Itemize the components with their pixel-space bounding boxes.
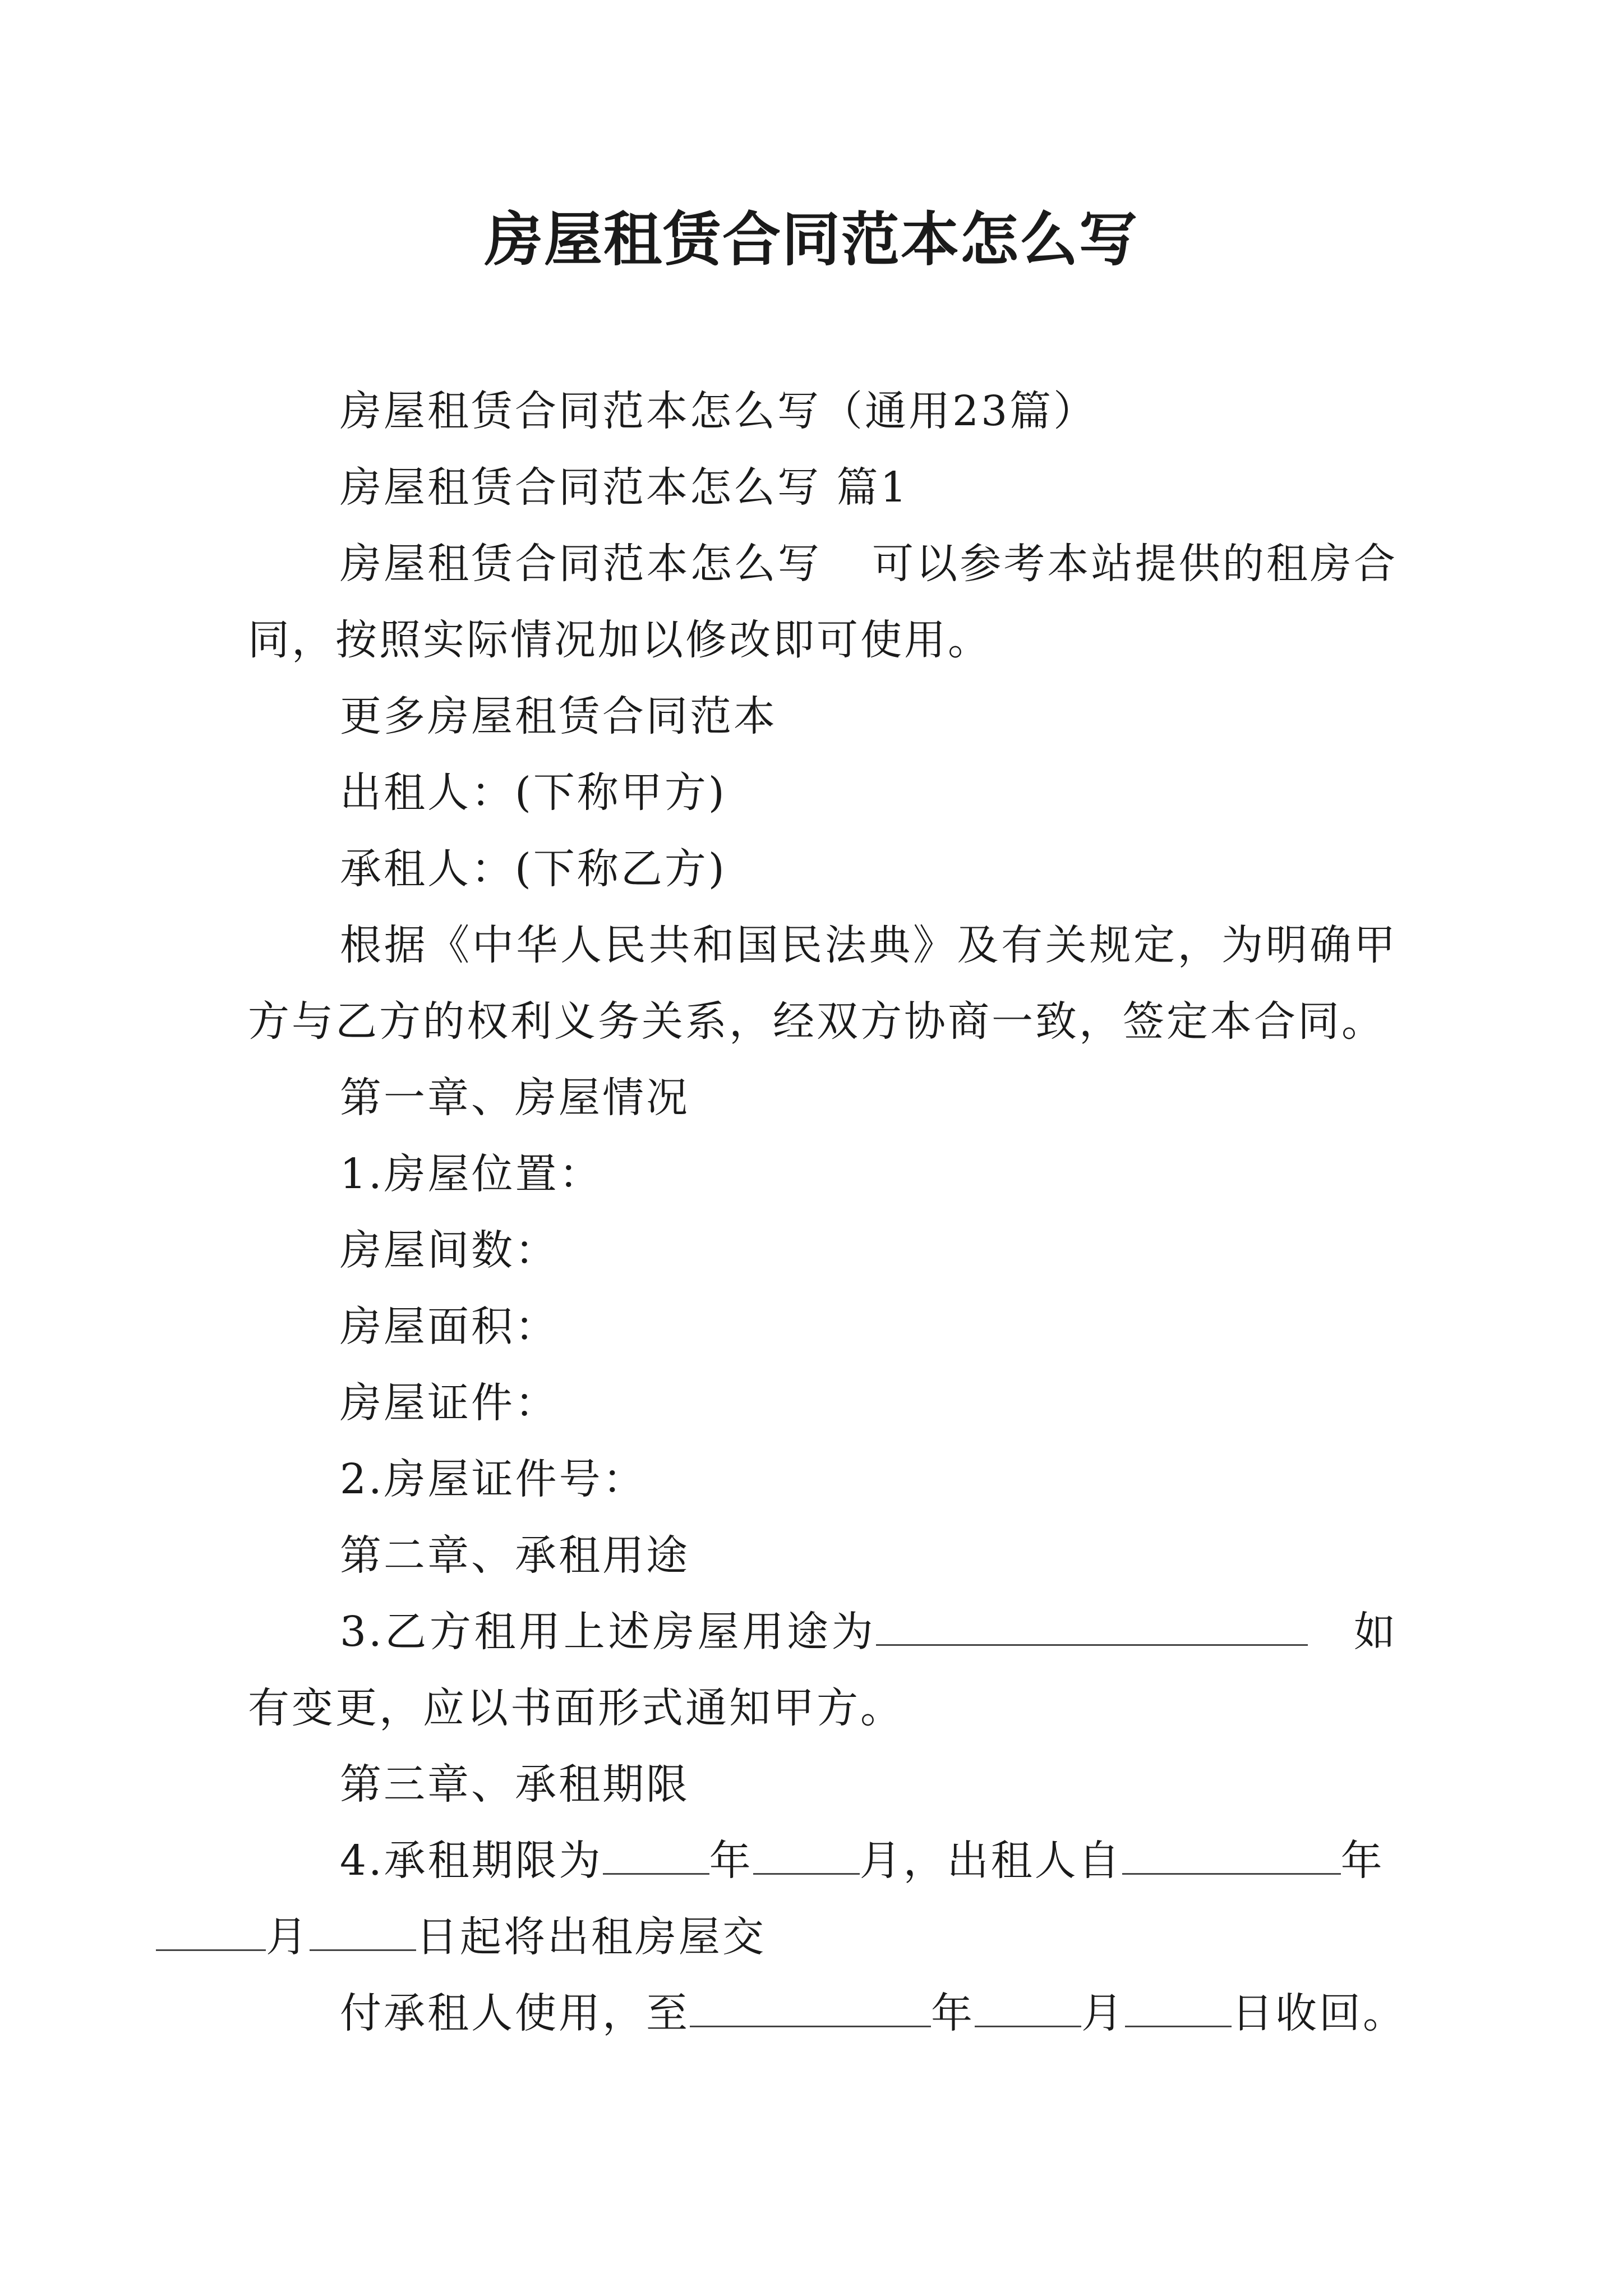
paragraph-lease-term — [248, 1823, 1398, 1975]
term-months-blank — [753, 1838, 860, 1875]
document-title: 房屋租赁合同范本怎么写 — [484, 205, 1138, 274]
paragraph-chapter-one: 第一章、房屋情况 — [340, 1074, 690, 1122]
paragraph-usage — [248, 1594, 1398, 1746]
term-years-blank — [603, 1838, 709, 1875]
handover-text: 日起将出租房屋交 — [416, 1913, 766, 1961]
paragraph-subtitle: 房屋租赁合同范本怎么写（通用23篇） — [340, 387, 1098, 435]
paragraph-lessee: 承租人：(下称乙方) — [340, 845, 727, 893]
return-lead-text: 付承租人使用，至 — [340, 1989, 690, 2037]
paragraph-chapter-three: 第三章、承租期限 — [340, 1760, 690, 1809]
term-from-text: 月，出租人自 — [859, 1837, 1122, 1885]
term-lead-text: 4.承租期限为 — [340, 1837, 603, 1885]
paragraph-lessor: 出租人：(下称甲方) — [340, 769, 727, 817]
start-day-blank — [310, 1915, 416, 1951]
intro-body-text: 可以参考本站提供的租房合同，按照实际情况加以修改即可使用。 — [248, 540, 1398, 664]
document-body — [248, 373, 1407, 2051]
paragraph-certificate-number: 2.房屋证件号： — [340, 1455, 647, 1503]
start-year-blank — [1122, 1838, 1341, 1875]
return-year-label: 年 — [931, 1989, 975, 2037]
start-month-blank — [156, 1915, 266, 1951]
paragraph-return-date — [248, 1975, 1407, 2051]
return-month-label: 月 — [1081, 1989, 1125, 2037]
paragraph-section-heading: 房屋租赁合同范本怎么写 篇1 — [340, 463, 909, 512]
paragraph-house-certificate: 房屋证件： — [340, 1379, 559, 1427]
intro-lead-text: 房屋租赁合同范本怎么写 — [340, 540, 822, 588]
term-year-label: 年 — [709, 1837, 753, 1885]
usage-blank-line — [876, 1609, 1308, 1646]
return-month-blank — [975, 1991, 1081, 2027]
return-year-blank — [690, 1991, 931, 2027]
paragraph-intro — [248, 526, 1398, 678]
paragraph-house-area: 房屋面积： — [340, 1303, 559, 1351]
usage-lead-text: 3.乙方租用上述房屋用途为 — [340, 1608, 877, 1656]
paragraph-legal-basis: 根据《中华人民共和国民法典》及有关规定，为明确甲方与乙方的权利义务关系，经双方协商一致，签定本合同。 — [248, 921, 1398, 1046]
start-year-label: 年 — [1340, 1837, 1385, 1885]
paragraph-room-count: 房屋间数： — [340, 1226, 559, 1274]
usage-tail-text: 如有变更，应以书面形式通知甲方。 — [248, 1608, 1398, 1732]
paragraph-chapter-two: 第二章、承租用途 — [340, 1531, 690, 1580]
paragraph-house-location: 1.房屋位置： — [340, 1150, 603, 1198]
start-month-label: 月 — [266, 1913, 310, 1961]
paragraph-more-templates: 更多房屋租赁合同范本 — [340, 692, 777, 740]
return-day-blank — [1125, 1991, 1232, 2027]
return-tail-text: 日收回。 — [1232, 1989, 1407, 2037]
